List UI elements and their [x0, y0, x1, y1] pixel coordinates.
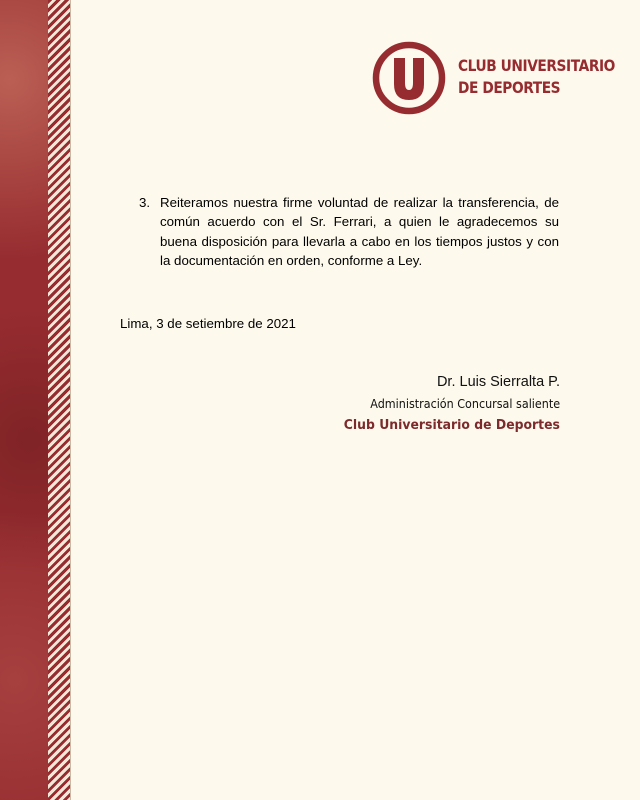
club-emblem-icon: [371, 40, 447, 116]
logo-text-line-2: DE DEPORTES: [458, 78, 561, 97]
club-logo: [371, 40, 615, 116]
border-edge: [70, 0, 71, 800]
numbered-paragraph: [139, 193, 559, 270]
signatory-name: Dr. Luis Sierralta P.: [436, 374, 560, 390]
signatory-organization: Club Universitario de Deportes: [343, 417, 560, 433]
side-decorative-band: [0, 0, 48, 800]
place-and-date: Lima, 3 de setiembre de 2021: [120, 316, 296, 331]
paragraph-number: 3.: [139, 195, 151, 210]
diagonal-stripe-border: [48, 0, 70, 800]
signatory-role: Administración Concursal saliente: [370, 397, 560, 411]
paragraph-text: Reiteramos nuestra firme voluntad de realizar la transferencia, de común acuerdo con el Sr. Ferrari, a quien le agradecemos su buena disposición para llevarla a cabo en los tiempos justos y con la documentación en orden, conforme a Ley.: [160, 195, 559, 268]
logo-text-line-1: CLUB UNIVERSITARIO: [458, 56, 615, 75]
